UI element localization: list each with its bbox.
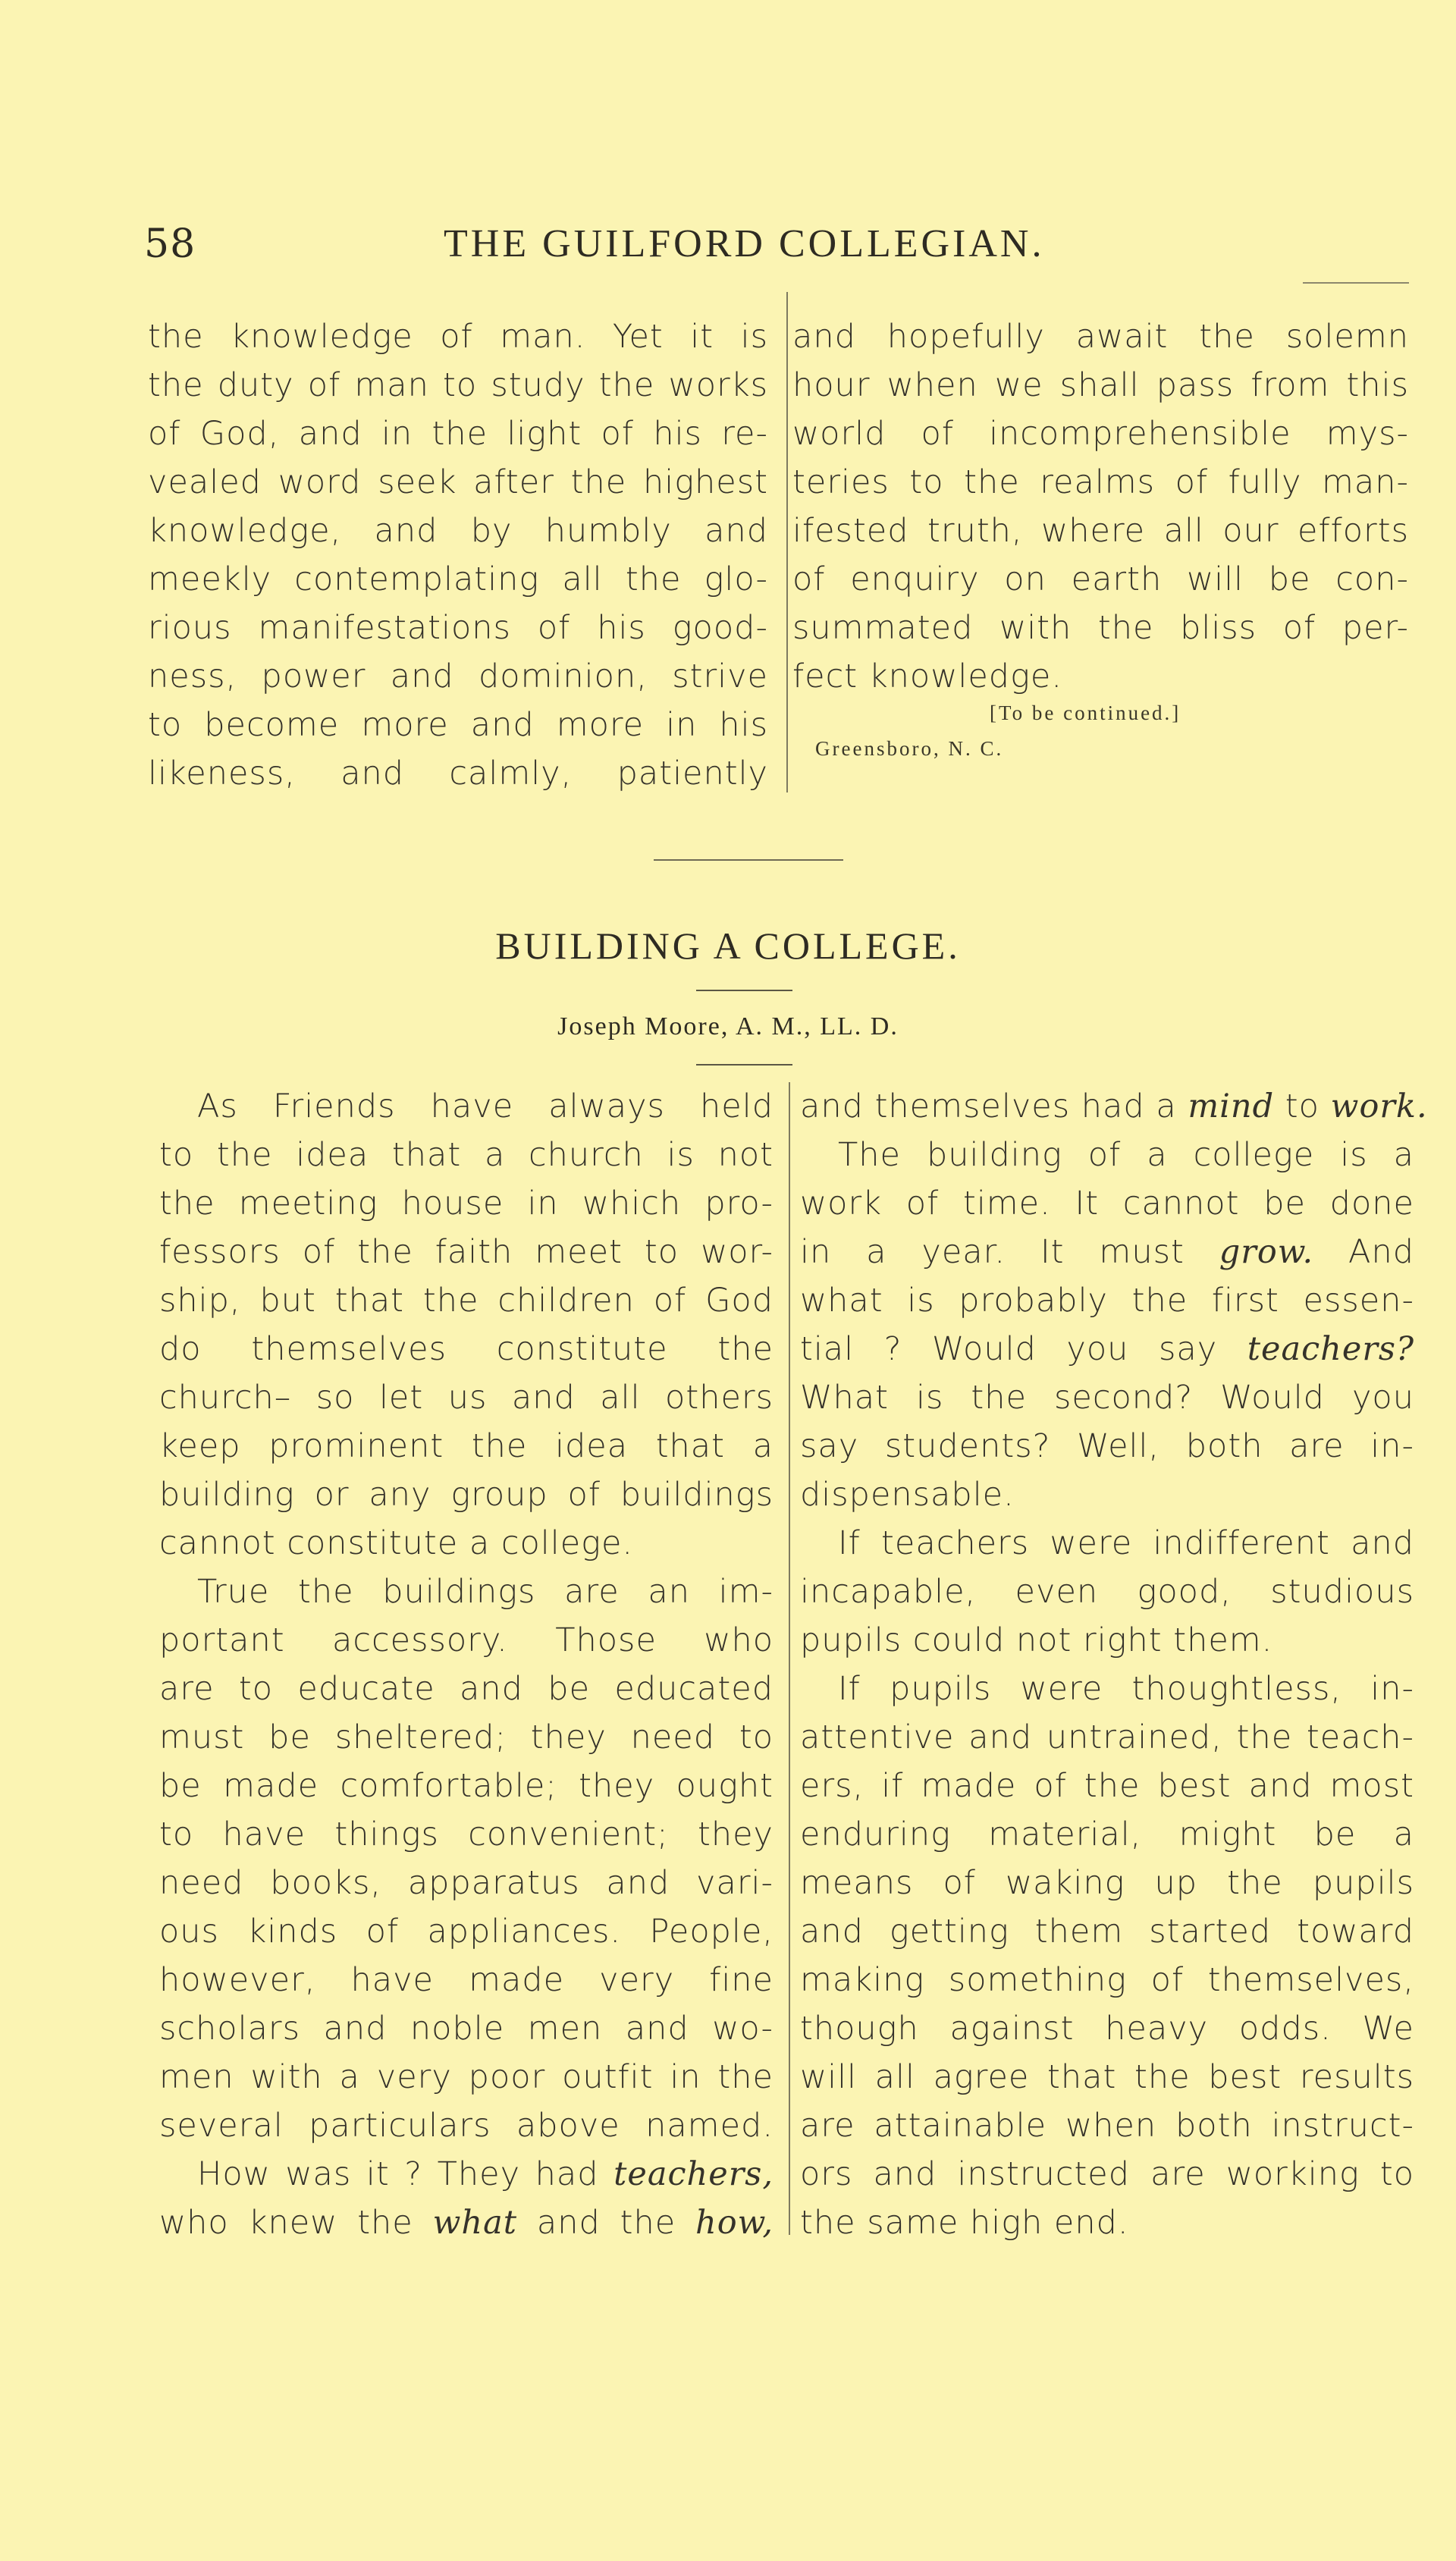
- text-run: and themselves had a: [800, 1087, 1188, 1125]
- text-line: ors and instructed are working to: [800, 2155, 1414, 2193]
- text-line: True the buildings are an im-: [197, 1573, 774, 1611]
- text-line: attentive and untrained, the teach-: [800, 1718, 1414, 1756]
- italic-text: work.: [1330, 1087, 1428, 1125]
- page-header: [144, 221, 1433, 275]
- text-line: are to educate and be educated: [159, 1670, 774, 1708]
- text-line: the same high end.: [800, 2204, 1129, 2242]
- text-line: though against heavy odds. We: [800, 2010, 1414, 2048]
- continued-note: [To be continued.]: [990, 701, 1181, 724]
- article-right-column: [800, 1082, 1428, 2247]
- text-line: keep prominent the idea that a: [159, 1427, 774, 1465]
- italic-text: mind: [1188, 1087, 1275, 1125]
- page-number: 58: [144, 221, 196, 267]
- text-line: [159, 2199, 774, 2247]
- text-line: [800, 1082, 1428, 1131]
- text-line: rious manifestations of his good-: [148, 609, 768, 647]
- text-line: to become more and more in his: [148, 706, 768, 744]
- text-line: hour when we shall pass from this: [792, 366, 1409, 404]
- text-line: enduring material, might be a: [800, 1816, 1414, 1853]
- text-run: and the: [517, 2204, 696, 2242]
- italic-text: teachers,: [613, 2155, 774, 2193]
- italic-text: grow.: [1219, 1233, 1314, 1271]
- text-line: of enquiry on earth will be con-: [792, 560, 1409, 598]
- text-line: the duty of man to study the works: [148, 366, 768, 404]
- header-rule: [1303, 282, 1409, 284]
- text-line: [800, 1228, 1414, 1276]
- text-line: ous kinds of appliances. People,: [159, 1913, 774, 1951]
- text-line: to have things convenient; they: [159, 1816, 774, 1853]
- text-line: and getting them started toward: [800, 1913, 1414, 1951]
- italic-text: teachers?: [1247, 1330, 1414, 1368]
- text-line: what is probably the first essen-: [800, 1282, 1414, 1320]
- text-line: church– so let us and all others: [159, 1379, 774, 1417]
- column-divider: [786, 292, 788, 792]
- text-line: portant accessory. Those who: [159, 1621, 774, 1659]
- section-divider: [654, 859, 843, 861]
- text-line: meekly contemplating all the glo-: [148, 560, 768, 598]
- text-line: the meeting house in which pro-: [159, 1185, 774, 1222]
- column-divider: [789, 1082, 790, 2235]
- text-run: How was it ? They had: [197, 2155, 614, 2193]
- text-run: who knew the: [159, 2204, 433, 2242]
- previous-article-left-column: [148, 312, 768, 798]
- text-line: cannot constitute a college.: [159, 1524, 634, 1562]
- text-line: men with a very poor outfit in the: [159, 2058, 774, 2096]
- text-line: say students? Well, both are in-: [800, 1427, 1414, 1465]
- text-line: likeness, and calmly, patiently: [148, 755, 768, 792]
- text-line: need books, apparatus and vari-: [159, 1864, 774, 1902]
- text-line: world of incomprehensible mys-: [792, 415, 1409, 453]
- text-line: will all agree that the best results: [800, 2058, 1414, 2096]
- text-line: making something of themselves,: [800, 1961, 1414, 1999]
- text-line: vealed word seek after the highest: [148, 463, 768, 501]
- text-line: however, have made very fine: [159, 1961, 774, 1999]
- text-line: of God, and in the light of his re-: [148, 415, 768, 453]
- text-line: be made comfortable; they ought: [159, 1767, 774, 1805]
- text-line: As Friends have always held: [197, 1087, 774, 1125]
- text-line: to the idea that a church is not: [159, 1136, 774, 1174]
- text-line: If pupils were thoughtless, in-: [838, 1670, 1414, 1708]
- byline-rule: [696, 1064, 792, 1066]
- italic-text: what: [432, 2204, 518, 2242]
- text-line: incapable, even good, studious: [800, 1573, 1414, 1611]
- text-line: [800, 1325, 1414, 1373]
- text-line: scholars and noble men and wo-: [159, 2010, 774, 2048]
- previous-article-right-column: [792, 312, 1409, 701]
- text-line: If teachers were indifferent and: [838, 1524, 1414, 1562]
- text-line: several particulars above named.: [159, 2107, 774, 2145]
- text-line: knowledge, and by humbly and: [148, 512, 768, 550]
- text-line: are attainable when both instruct-: [800, 2107, 1414, 2145]
- text-run: in a year. It must: [800, 1233, 1219, 1271]
- title-rule: [696, 990, 792, 991]
- text-run: tial ? Would you say: [800, 1330, 1247, 1368]
- text-line: the knowledge of man. Yet it is: [148, 318, 768, 356]
- text-line: What is the second? Would you: [800, 1379, 1414, 1417]
- text-line: building or any group of buildings: [159, 1476, 774, 1514]
- article-title: BUILDING A COLLEGE.: [495, 924, 961, 967]
- italic-text: how,: [695, 2204, 774, 2242]
- text-line: summated with the bliss of per-: [792, 609, 1409, 647]
- text-line: ness, power and dominion, strive: [148, 658, 768, 695]
- text-line: ship, but that the children of God: [159, 1282, 774, 1320]
- text-line: The building of a college is a: [838, 1136, 1414, 1174]
- text-line: must be sheltered; they need to: [159, 1718, 774, 1756]
- text-line: teries to the realms of fully man-: [792, 463, 1409, 501]
- text-line: ers, if made of the best and most: [800, 1767, 1414, 1805]
- text-line: dispensable.: [800, 1476, 1015, 1514]
- text-line: and hopefully await the solemn: [792, 318, 1409, 356]
- text-line: means of waking up the pupils: [800, 1864, 1414, 1902]
- text-line: fessors of the faith meet to wor-: [159, 1233, 774, 1271]
- place-signature: Greensboro, N. C.: [815, 737, 1004, 760]
- article-left-column: [159, 1082, 774, 2247]
- text-line: work of time. It cannot be done: [800, 1185, 1414, 1222]
- text-line: fect knowledge.: [792, 658, 1063, 695]
- text-run: And: [1313, 1233, 1414, 1271]
- text-line: do themselves constitute the: [159, 1330, 774, 1368]
- text-line: pupils could not right them.: [800, 1621, 1273, 1659]
- journal-title: THE GUILFORD COLLEGIAN.: [444, 222, 1045, 265]
- text-line: ifested truth, where all our efforts: [792, 512, 1409, 550]
- article-byline: Joseph Moore, A. M., LL. D.: [557, 1012, 899, 1040]
- text-line: [159, 2150, 774, 2199]
- text-run: to: [1274, 1087, 1331, 1125]
